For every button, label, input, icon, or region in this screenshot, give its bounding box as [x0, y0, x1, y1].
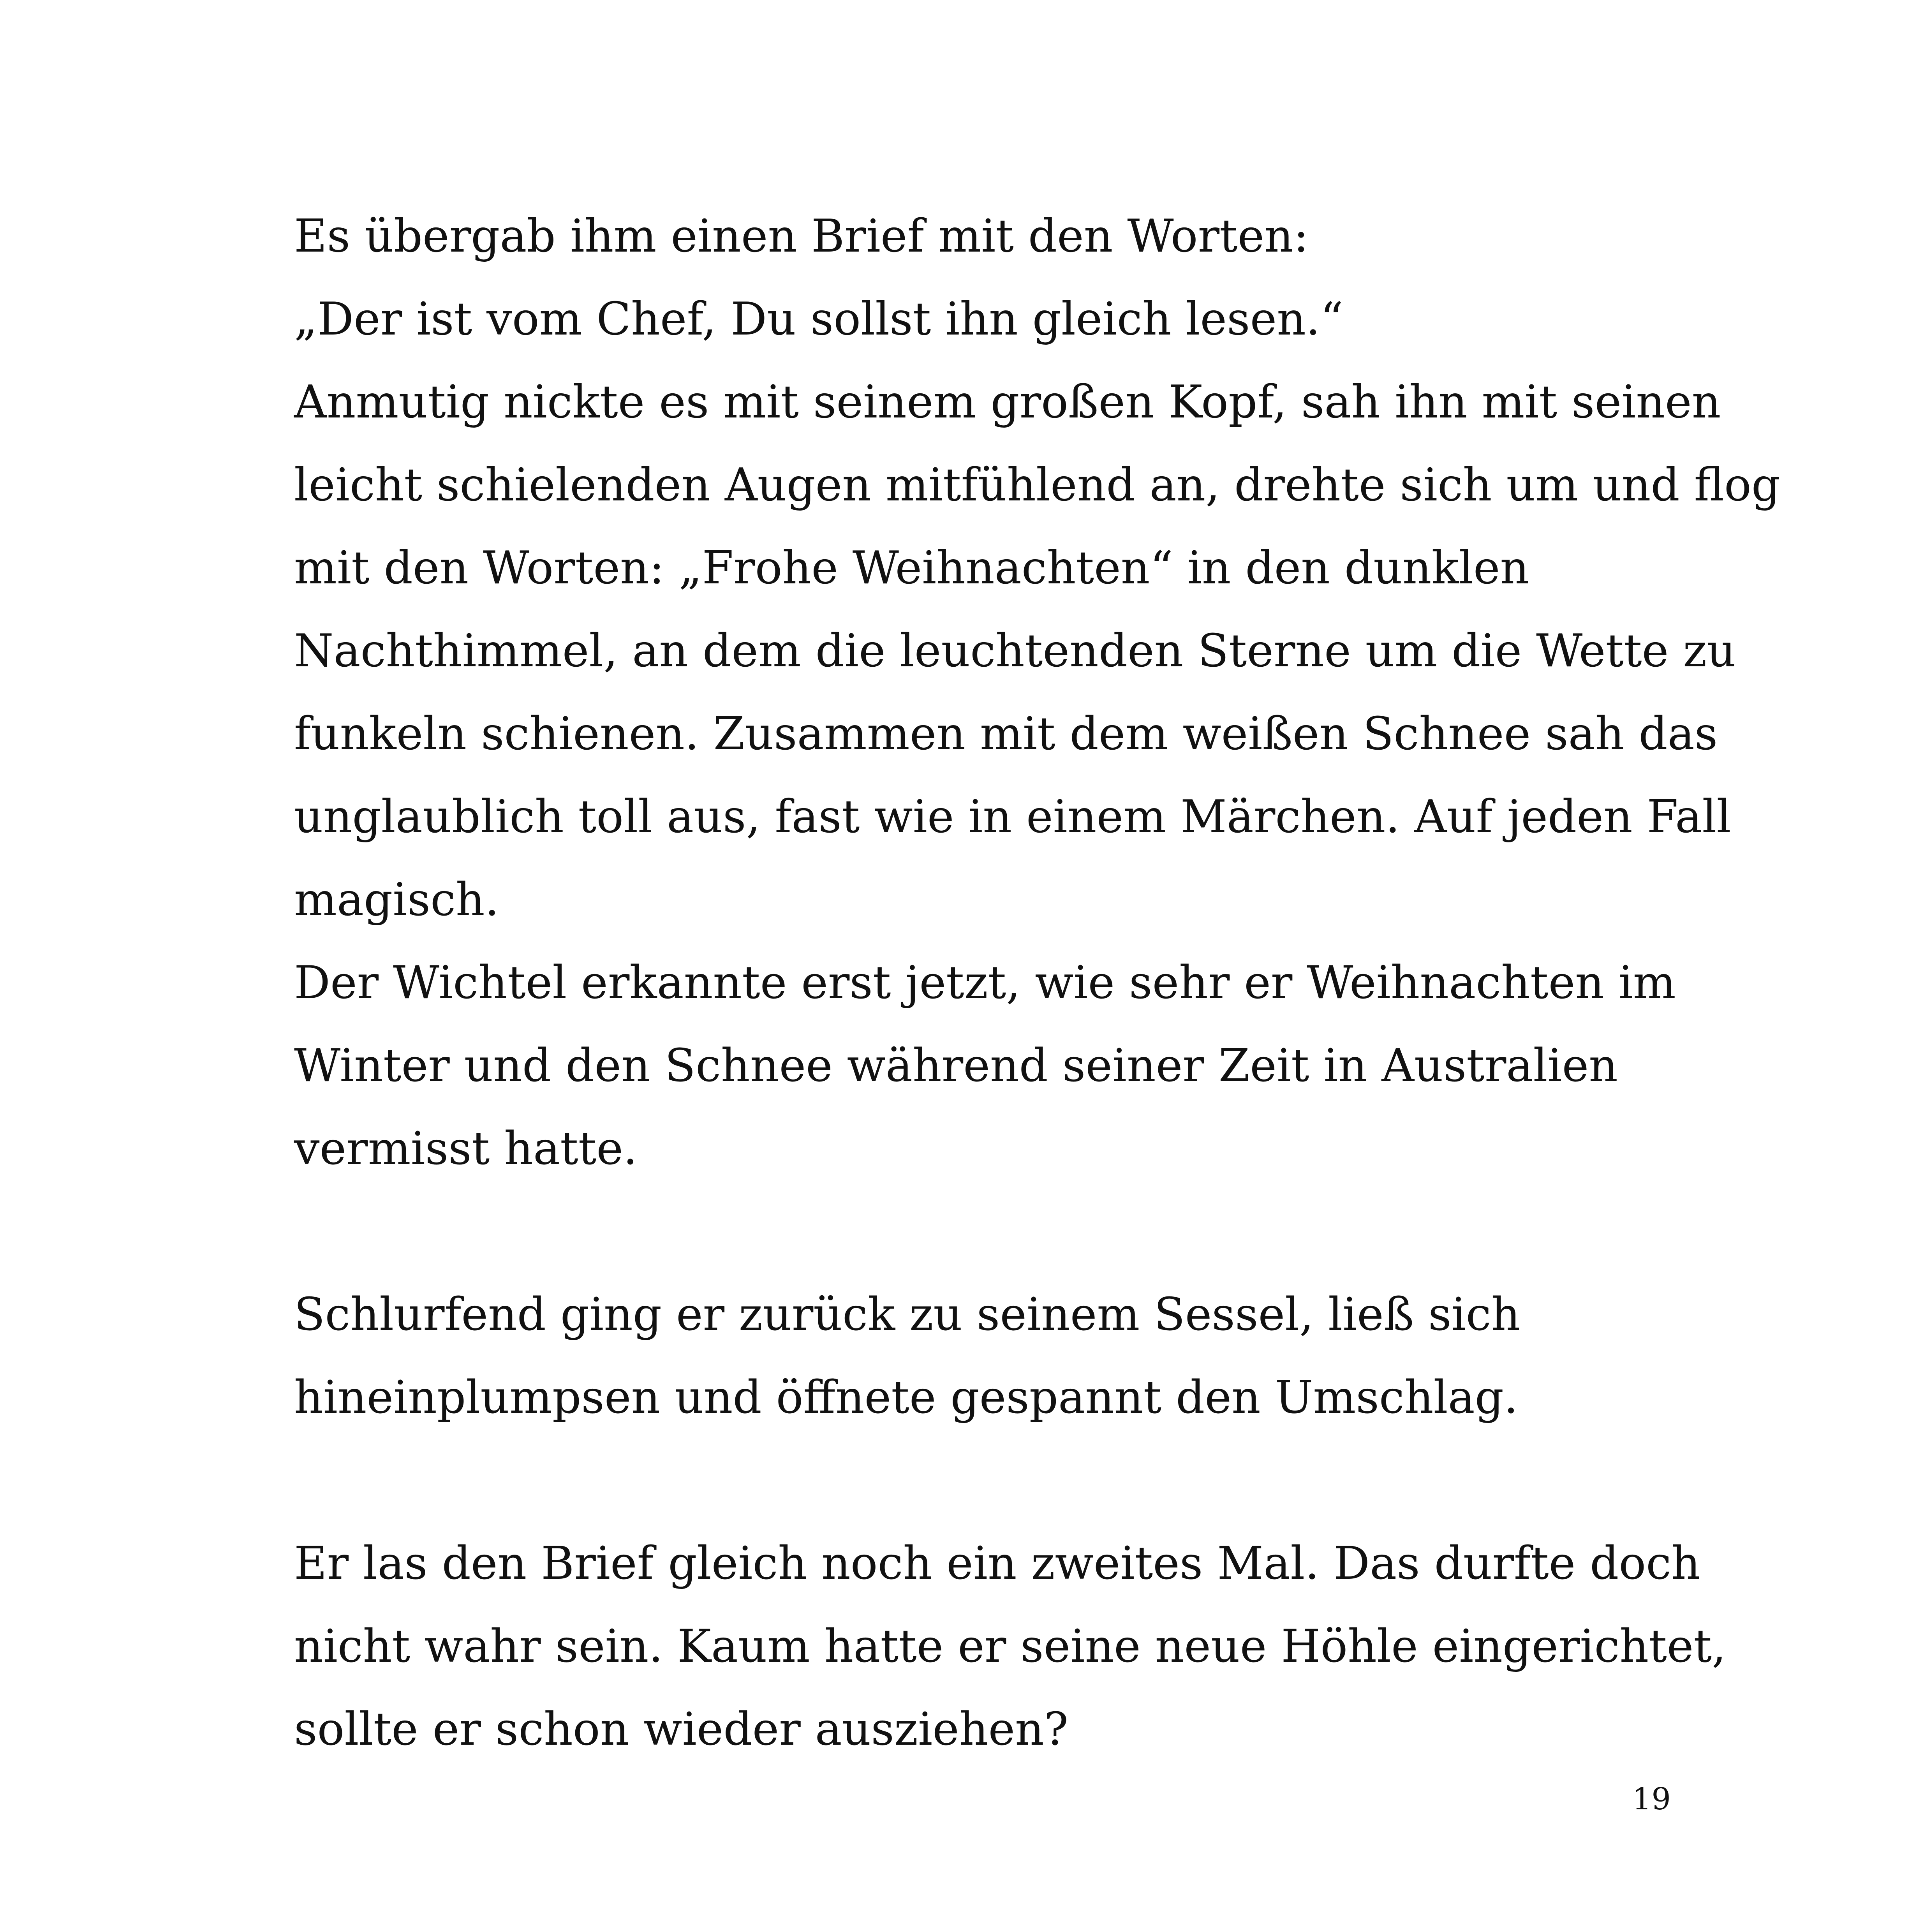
text-line: vermisst hatte.	[294, 1122, 638, 1175]
page-number: 19	[1632, 1782, 1671, 1817]
text-line: „Der ist vom Chef, Du sollst ihn gleich lesen.“	[294, 293, 1344, 345]
text-line: Es übergab ihm einen Brief mit den Worten:	[294, 210, 1309, 262]
text-line: Der Wichtel erkannte erst jetzt, wie sehr er Weihnachten im	[294, 956, 1676, 1009]
paragraph-2	[294, 361, 1781, 941]
paragraph-3	[294, 941, 1735, 1190]
text-line: Anmutig nickte es mit seinem großen Kopf, sah ihn mit seinen	[294, 376, 1721, 428]
text-line: Er las den Brief gleich noch ein zweites Mal. Das durfte doch	[294, 1537, 1700, 1590]
text-line: funkeln schienen. Zusammen mit dem weißen Schnee sah das	[294, 708, 1718, 760]
paragraph-4	[294, 1273, 1735, 1439]
text-line: hineinplumpsen und öffnete gespannt den Umschlag.	[294, 1371, 1518, 1424]
text-line: leicht schielenden Augen mitfühlend an, drehte sich um und flog	[294, 459, 1781, 511]
body-text	[294, 195, 1781, 1771]
text-line: magisch.	[294, 874, 499, 926]
text-line: sollte er schon wieder ausziehen?	[294, 1703, 1069, 1756]
paragraph-spacer	[294, 1190, 1735, 1273]
paragraph-1	[294, 195, 1735, 361]
text-line: mit den Worten: „Frohe Weihnachten“ in den dunklen	[294, 542, 1529, 594]
text-line: nicht wahr sein. Kaum hatte er seine neue Höhle eingerichtet,	[294, 1620, 1726, 1673]
text-line: Winter und den Schnee während seiner Zeit in Australien	[294, 1039, 1618, 1092]
text-line: unglaublich toll aus, fast wie in einem Märchen. Auf jeden Fall	[294, 791, 1731, 843]
text-line: Schlurfend ging er zurück zu seinem Sessel, ließ sich	[294, 1288, 1520, 1341]
paragraph-5	[294, 1522, 1735, 1771]
text-line: Nachthimmel, an dem die leuchtenden Sterne um die Wette zu	[294, 625, 1736, 677]
paragraph-spacer	[294, 1439, 1735, 1522]
